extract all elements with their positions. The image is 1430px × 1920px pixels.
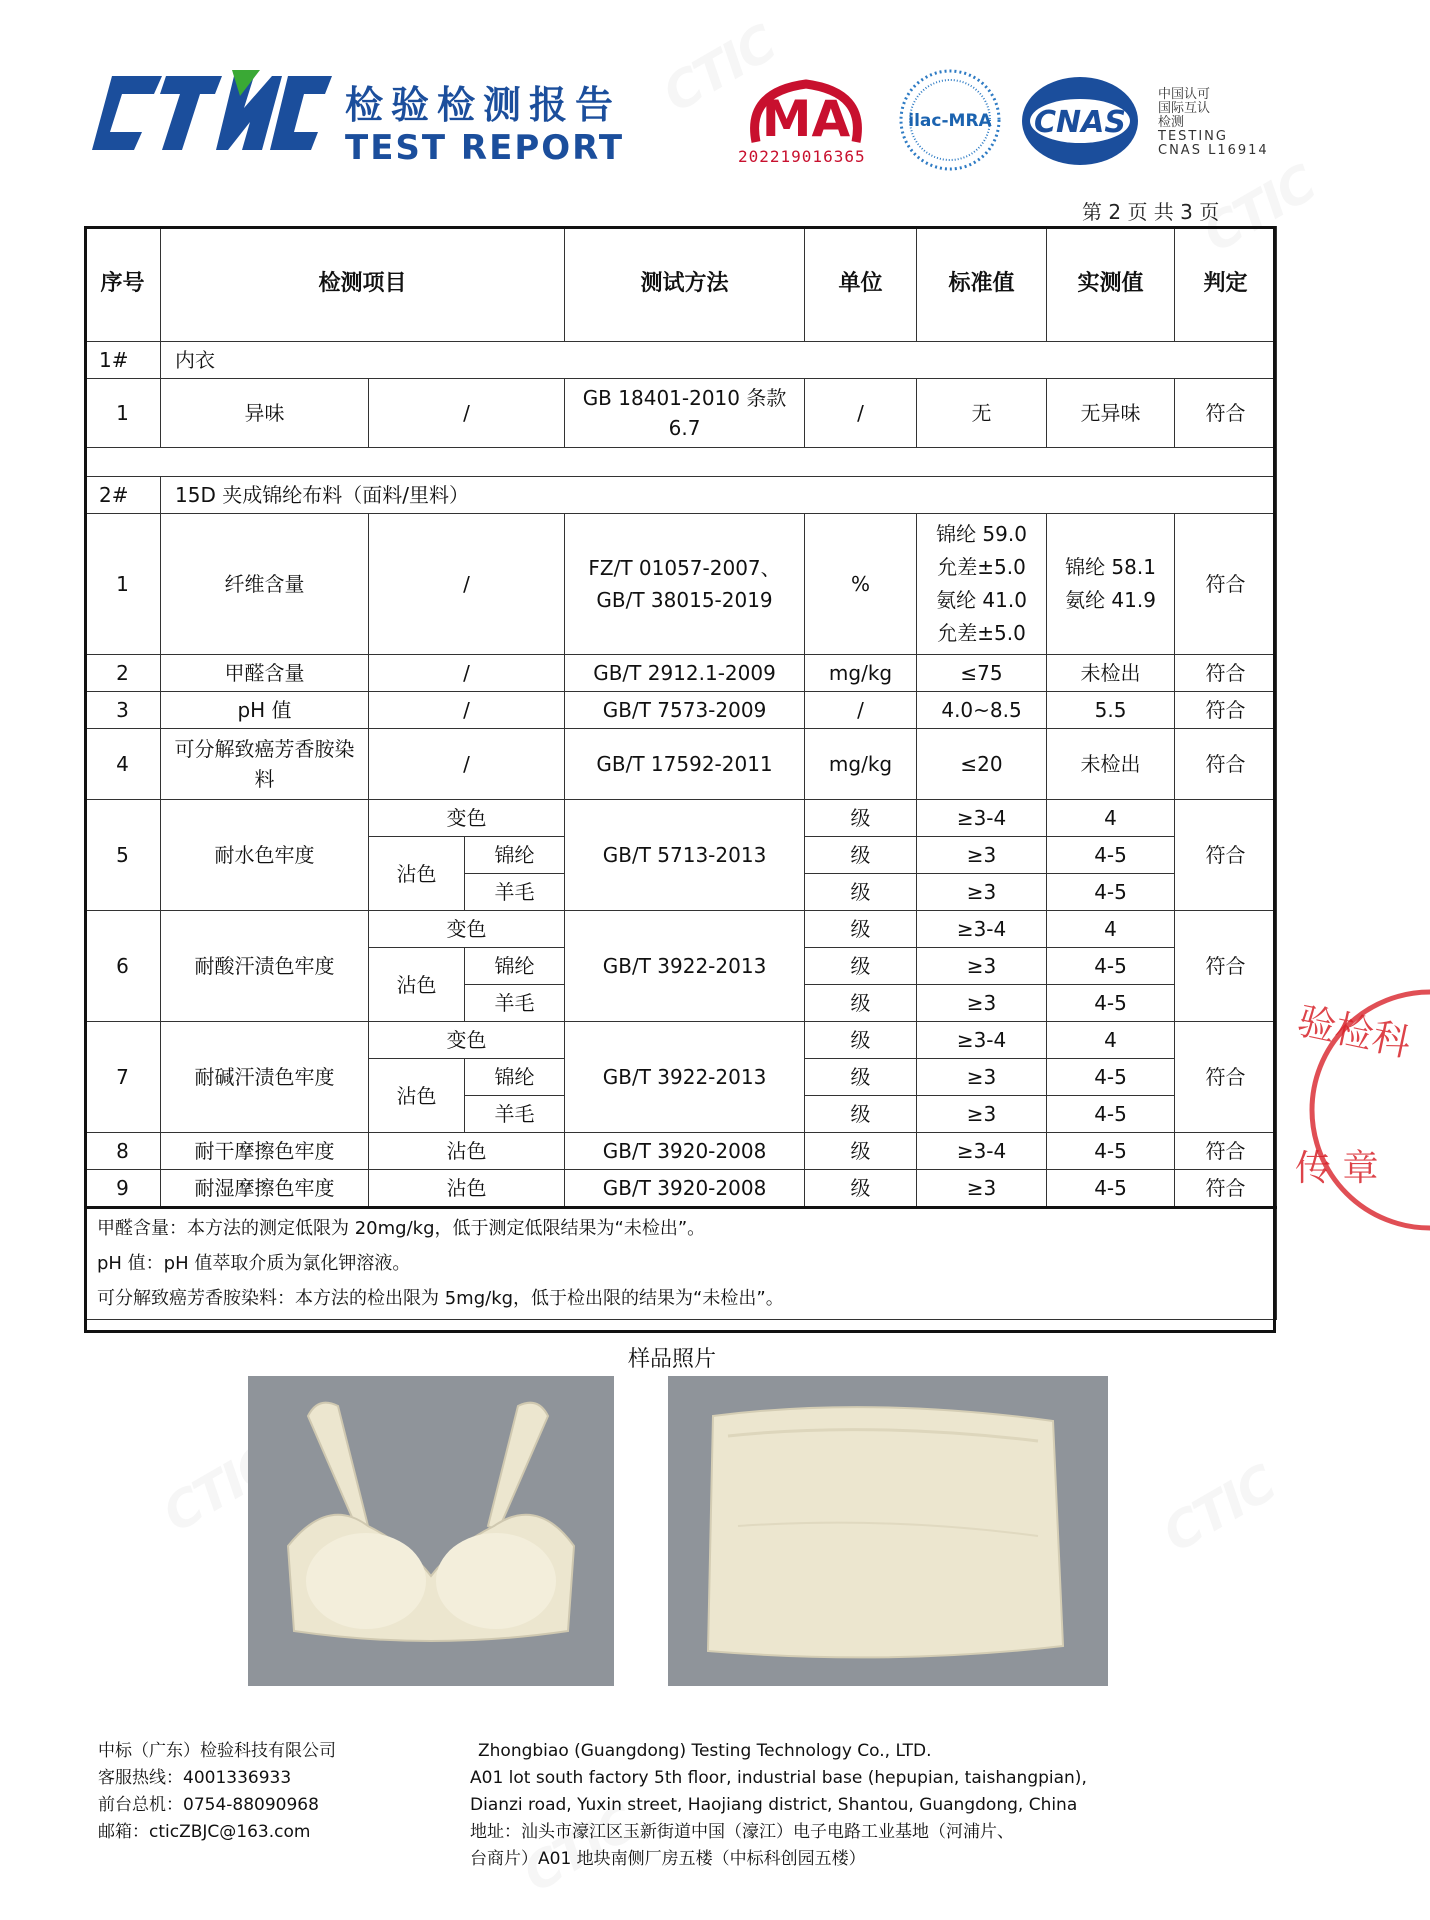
note-line: 甲醛含量：本方法的测定低限为 20mg/kg，低于测定低限结果为“未检出”。: [97, 1218, 706, 1239]
table-row: 沾色 锦纶 级 ≥3 4-5: [85, 948, 1277, 985]
table-row: 沾色 锦纶 级 ≥3 4-5: [85, 1059, 1277, 1096]
report-title-cn: 检验检测报告: [345, 83, 622, 127]
cma-number: 202219016365: [738, 147, 866, 166]
company-name-en: Zhongbiao (Guangdong) Testing Technology Co., LTD.: [478, 1741, 932, 1761]
header-measured: 实测值: [1047, 227, 1175, 342]
header-unit: 单位: [805, 227, 917, 342]
table-row: 羊毛 级 ≥3 4-5: [85, 1096, 1277, 1133]
page-number: 第 2 页 共 3 页: [1082, 200, 1220, 224]
table-row: 8 耐干摩擦色牢度 沾色 GB/T 3920-2008 级 ≥3-4 4-5 符合: [85, 1133, 1277, 1170]
header-no: 序号: [85, 227, 161, 342]
table-row: 3 pH 值 / GB/T 7573-2009 / 4.0~8.5 5.5 符合: [85, 692, 1277, 729]
official-seal: [1290, 980, 1430, 1240]
address-en-line: A01 lot south factory 5th floor, industrial base (hepupian, taishangpian),: [470, 1768, 1087, 1788]
footer-company-cn: [98, 1738, 336, 1846]
svg-text:传 章: 传 章: [1295, 1148, 1379, 1189]
table-border: [84, 226, 1276, 1333]
service-hotline: 客服热线：4001336933: [98, 1768, 292, 1788]
ctic-logo: [82, 66, 332, 161]
address-en-line: Dianzi road, Yuxin street, Haojiang district, Shantou, Guangdong, China: [470, 1795, 1078, 1815]
table-row: 6 耐酸汗渍色牢度 变色 GB/T 3922-2013 级 ≥3-4 4 符合: [85, 911, 1277, 948]
sample-photo-title: 样品照片: [628, 1347, 717, 1372]
watermark: [1153, 1454, 1284, 1563]
note-line: 可分解致癌芳香胺染料：本方法的检出限为 5mg/kg，低于检出限的结果为“未检出”。: [97, 1288, 784, 1309]
section-name: 15D 夹成锦纶布料（面料/里料）: [161, 477, 1277, 514]
section-name: 内衣: [161, 342, 1277, 379]
header-item: 检测项目: [161, 227, 565, 342]
cnas-logo: [1020, 74, 1140, 168]
header-result: 判定: [1175, 227, 1277, 342]
company-name-cn: 中标（广东）检验科技有限公司: [98, 1741, 336, 1761]
section-id: 1#: [85, 342, 161, 379]
table-row: 5 耐水色牢度 变色 GB/T 5713-2013 级 ≥3-4 4 符合: [85, 800, 1277, 837]
footer-company-address: [470, 1738, 1087, 1873]
svg-text:ilac-MRA: ilac-MRA: [908, 111, 992, 131]
table-row: 1 纤维含量 / FZ/T 01057-2007、GB/T 38015-2019 % 锦纶 59.0 允差±5.0 氨纶 41.0 允差±5.0 锦纶 58.1 氨纶 41.9 符合: [85, 514, 1277, 655]
header-method: 测试方法: [565, 227, 805, 342]
table-row: 羊毛 级 ≥3 4-5: [85, 874, 1277, 911]
sample-photo-fabric: [668, 1376, 1108, 1686]
sample-photo-bra: [248, 1376, 614, 1686]
svg-text:CNAS: CNAS: [1034, 105, 1126, 140]
table-row: 9 耐湿摩擦色牢度 沾色 GB/T 3920-2008 级 ≥3 4-5 符合: [85, 1170, 1277, 1208]
address-cn-line: 地址：汕头市濠江区玉新街道中国（濠江）电子电路工业基地（河浦片、: [470, 1822, 1014, 1842]
svg-text:验检科: 验检科: [1293, 998, 1415, 1066]
svg-text:MA: MA: [761, 90, 851, 148]
header-standard: 标准值: [917, 227, 1047, 342]
section-id: 2#: [85, 477, 161, 514]
email: 邮箱：cticZBJC@163.com: [98, 1822, 311, 1842]
address-cn-line: 台商片）A01 地块南侧厂房五楼（中标科创园五楼）: [470, 1849, 866, 1869]
table-row: 羊毛 级 ≥3 4-5: [85, 985, 1277, 1022]
front-desk-phone: 前台总机：0754-88090968: [98, 1795, 319, 1815]
cnas-accreditation-text: 中国认可 国际互认 检测 TESTING CNAS L16914: [1158, 87, 1269, 158]
table-row: 2 甲醛含量 / GB/T 2912.1-2009 mg/kg ≤75 未检出 符合: [85, 655, 1277, 692]
table-row: 7 耐碱汗渍色牢度 变色 GB/T 3922-2013 级 ≥3-4 4 符合: [85, 1022, 1277, 1059]
table-row: 1 异味 / GB 18401-2010 条款 6.7 / 无 无异味 符合: [85, 379, 1277, 448]
note-line: pH 值：pH 值萃取介质为氯化钾溶液。: [97, 1253, 411, 1274]
report-title-en: TEST REPORT: [345, 128, 625, 168]
table-row: 沾色 锦纶 级 ≥3 4-5: [85, 837, 1277, 874]
table-row: 4 可分解致癌芳香胺染料 / GB/T 17592-2011 mg/kg ≤20 未检出 符合: [85, 729, 1277, 800]
ilac-mra-logo: [898, 68, 1002, 172]
